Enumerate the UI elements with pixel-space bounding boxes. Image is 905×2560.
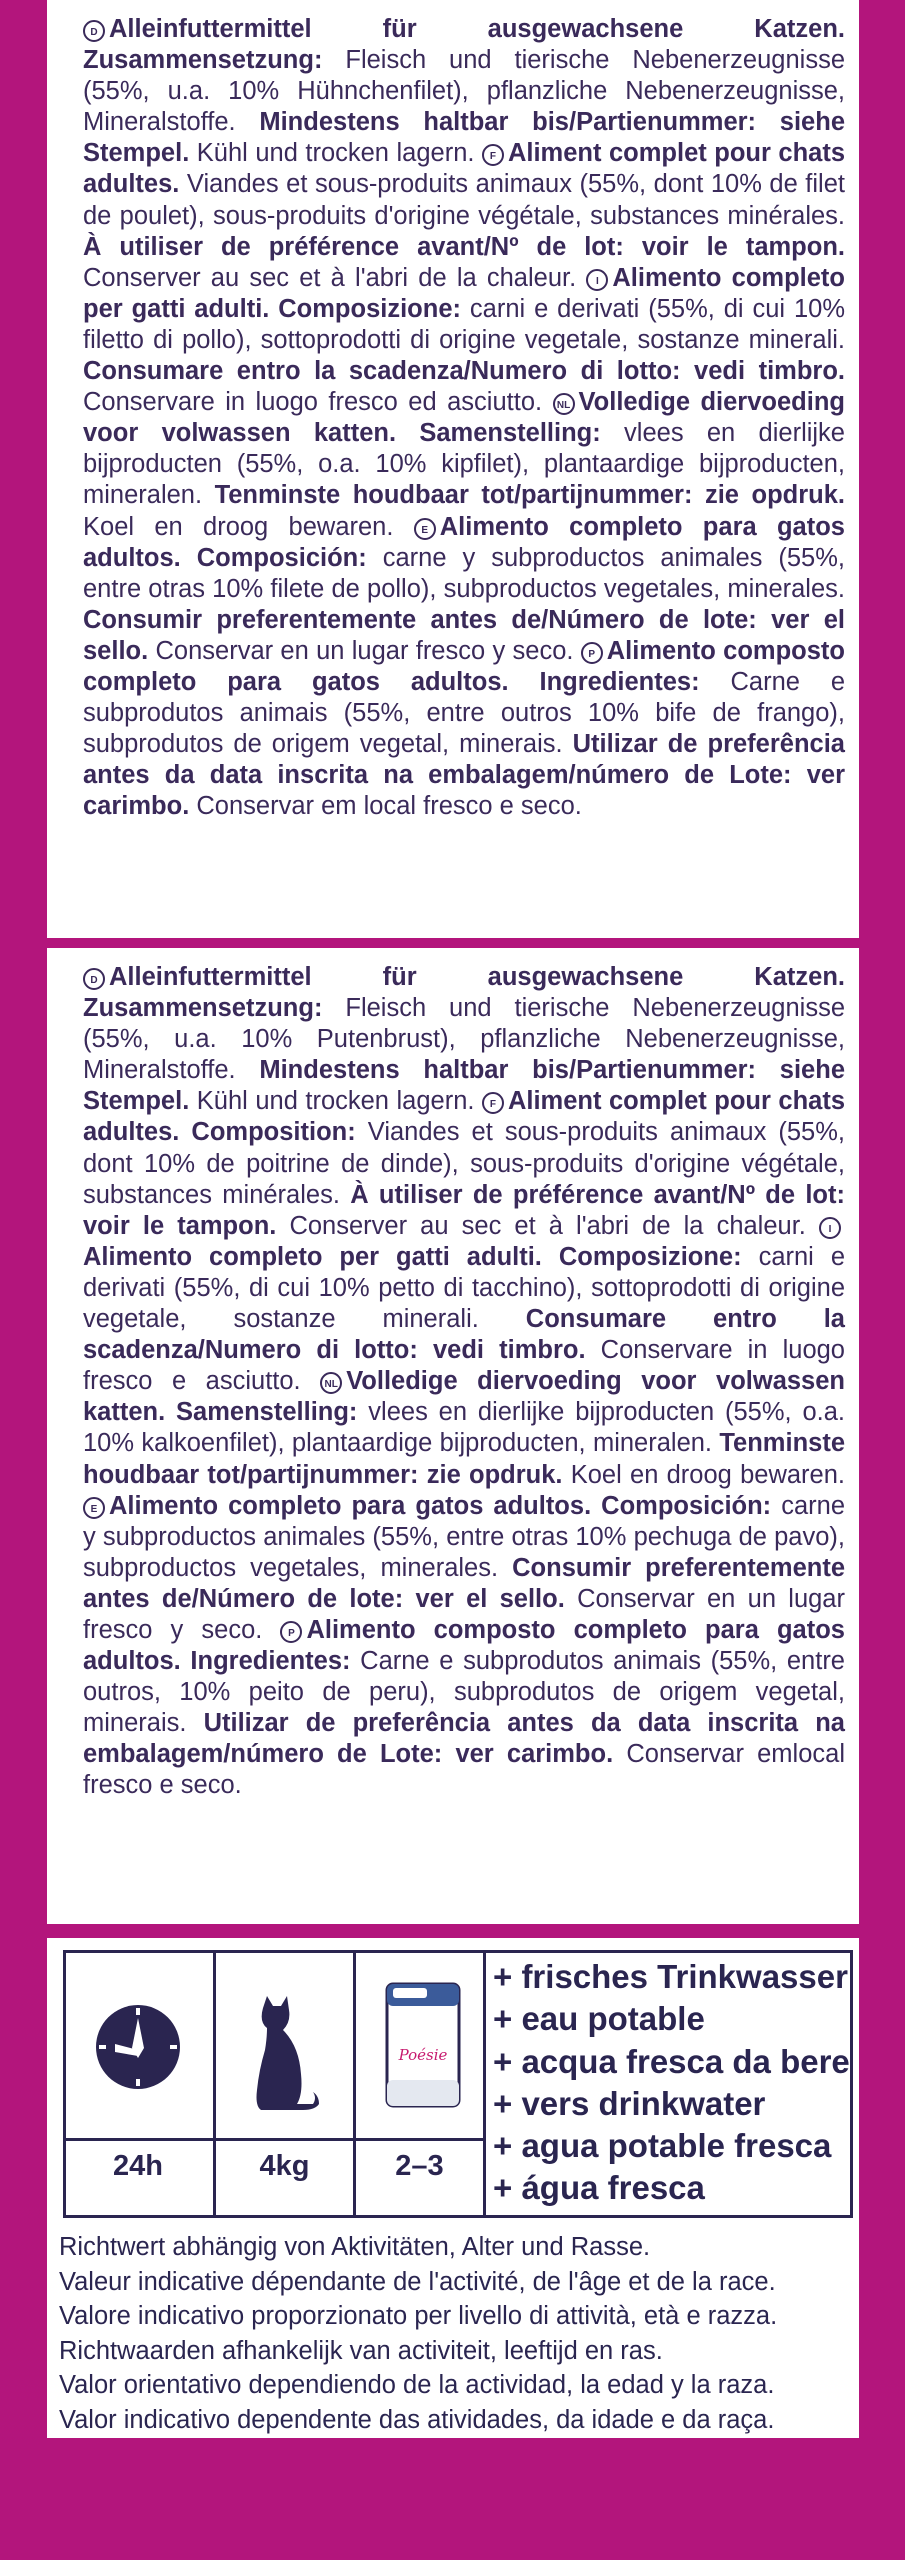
feeding-table — [63, 1950, 901, 2218]
best-before-note: Mindestens haltbar bis/Partienummer: siehe Stempel. — [83, 1056, 845, 1116]
composition-text: carni e derivati (55%, di cui 10% filetto di pollo), sottoprodotti di origine vegetale, sostanze minerali. — [83, 294, 846, 354]
storage-note: Conservar en un lugar fresco y seco. — [148, 636, 574, 665]
composition-text: Carne e subprodutos animais (55%, entre outros 10% bife de frango), subprodutos de origem vegetal, minerais. — [83, 667, 846, 759]
water-note: + frisches Trinkwasser — [493, 1958, 848, 1995]
composition-text: carni e derivati (55%, di cui 10% petto di tacchino), sottoprodotti di origine vegetale, sostanze minerali. — [83, 1242, 845, 1334]
composition-text: carne y subproductos animales (55%, entre otras 10% pechuga de pavo), subproductos vegetales, minerales. — [83, 1491, 845, 1582]
language-code-icon: F — [482, 1092, 504, 1114]
product-description: Alimento composto completo para gatos adultos. Ingredientes: — [83, 636, 845, 696]
best-before-note: À utiliser de préférence avant/Nº de lot: voir le tampon. — [83, 232, 845, 261]
guideline-note: Valore indicativo proporzionato per livello di attività, età e razza. — [59, 2302, 778, 2330]
storage-note: Conserver au sec et à l'abri de la chaleur. — [276, 1211, 806, 1240]
feeding-guide — [47, 1938, 859, 2438]
language-code-icon: I — [819, 1217, 841, 1239]
water-note: + vers drinkwater — [493, 2084, 766, 2122]
composition-text: Fleisch und tierische Nebenerzeugnisse (55%, u.a. 10% Putenbrust), pflanzliche Nebenerzeugnisse, Mineralstoffe. — [83, 994, 845, 1085]
composition-text: vlees en dierlijke bijproducten (55%, o.a. 10% kipfilet), plantaardige bijproducten, mineralen. — [83, 419, 845, 510]
best-before-note: Tenminste houdbaar tot/partijnummer: zie opdruk. — [202, 481, 845, 510]
language-code-icon: E — [414, 518, 436, 540]
storage-note: Koel en droog bewaren. — [83, 512, 394, 541]
composition-text: Viandes et sous-produits animaux (55%, dont 10% de poitrine de dinde), sous-produits d'origine végétale, substances minérales. — [83, 1118, 845, 1209]
language-code-icon: F — [482, 144, 504, 166]
language-code-icon: D — [83, 20, 105, 42]
storage-note: Koel en droog bewaren. — [562, 1460, 845, 1489]
water-note: + agua potable fresca — [493, 2127, 832, 2165]
composition-text: Carne e subprodutos animais (55%, entre outros, 10% peito de peru), subprodutos de origem vegetal, minerais. — [83, 1647, 845, 1738]
guideline-note: Richtwaarden afhankelijk van activiteit, leeftijd en ras. — [59, 2336, 663, 2365]
storage-note: Conservare in luogo fresco ed asciutto. — [83, 388, 543, 417]
guideline-note: Valor orientativo dependiendo de la actividad, la edad y la raza. — [59, 2371, 775, 2399]
storage-note: Kühl und trocken lagern. — [189, 139, 475, 168]
best-before-note: Mindestens haltbar bis/Partienummer: siehe Stempel. — [83, 108, 845, 168]
best-before-note: Consumir preferentemente antes de/Número de lote: ver el sello. — [83, 605, 845, 665]
language-code-icon: NL — [553, 393, 575, 415]
product-description: Alleinfuttermittel für ausgewachsene Katzen. Zusammensetzung: — [83, 963, 845, 1023]
best-before-note: Consumare entro la scadenza/Numero di lotto: vedi timbro. — [83, 357, 845, 386]
ingredients-text-chicken — [83, 14, 845, 822]
guideline-note: Valeur indicative dépendante de l'activité, de l'âge et de la race. — [59, 2267, 776, 2296]
product-description: Alimento completo para gatos adultos. Composición: — [109, 1491, 772, 1520]
best-before-note: À utiliser de préférence avant/Nº de lot: voir le tampon. — [83, 1180, 845, 1240]
storage-note: Conservare in luogo fresco e asciutto. — [83, 1336, 845, 1396]
language-code-icon: I — [586, 269, 608, 291]
guideline-note: Valor indicativo dependente das atividades, da idade e da raça. — [59, 2405, 775, 2434]
guideline-notes — [59, 2230, 849, 2437]
composition-text: Viandes et sous-produits animaux (55%, dont 10% de filet de poulet), sous-produits d'origine végétale, substances minérales. — [83, 170, 845, 230]
ingredients-panel-turkey — [47, 948, 859, 1924]
food-pouch-icon — [383, 1980, 463, 2110]
product-description: Alimento completo para gatos adultos. Composición: — [83, 512, 845, 572]
product-description: Alimento completo per gatti adulti. Composizione: — [83, 1242, 742, 1271]
pouch-brand-label: Poésie — [398, 2046, 448, 2064]
best-before-note: Utilizar de preferência antes da data inscrita na embalagem/número de Lote: ver carimbo. — [83, 1709, 845, 1769]
product-description: Volledige diervoeding voor volwassen katten. Samenstelling: — [83, 388, 845, 448]
table-divider — [483, 1950, 486, 2218]
language-code-icon: P — [280, 1621, 302, 1643]
product-description: Volledige diervoeding voor volwassen katten. Samenstelling: — [83, 1367, 845, 1427]
table-row-divider — [63, 2138, 483, 2141]
storage-note: Kühl und trocken lagern. — [189, 1087, 475, 1116]
cat-icon — [243, 1990, 323, 2110]
composition-text: vlees en dierlijke bijproducten (55%, o.a. 10% kalkoenfilet), plantaardige bijproducten, mineralen. — [83, 1398, 845, 1458]
ingredients-panel-chicken — [47, 0, 859, 938]
water-note: + eau potable — [493, 2000, 705, 2038]
storage-note: Conservar em local fresco e seco. — [189, 792, 582, 821]
composition-text: Fleisch und tierische Nebenerzeugnisse (55%, u.a. 10% Hühnchenfilet), pflanzliche Nebenerzeugnisse, Mineralstoffe. — [83, 46, 845, 137]
ingredients-text-turkey — [83, 962, 845, 1802]
product-description: Alleinfuttermittel für ausgewachsene Katzen. Zusammensetzung: — [83, 15, 845, 75]
feeding-time: 24h — [113, 2150, 163, 2182]
water-note: + água fresca — [493, 2169, 705, 2207]
guideline-note: Richtwert abhängig von Aktivitäten, Alter und Rasse. — [59, 2233, 651, 2261]
water-list — [493, 1956, 853, 2210]
best-before-note: Consumir preferentemente antes de/Número de lote: ver el sello. — [83, 1553, 846, 1613]
clock-icon — [93, 2002, 183, 2092]
best-before-note: Consumare entro la scadenza/Numero di lotto: vedi timbro. — [83, 1305, 845, 1365]
product-description: Aliment complet pour chats adultes. Composition: — [83, 1087, 846, 1147]
water-note: + acqua fresca da bere — [493, 2042, 850, 2080]
composition-text: carne y subproductos animales (55%, entre otras 10% filete de pollo), subproductos vegetales, minerales. — [83, 543, 845, 603]
best-before-note: Utilizar de preferência antes da data inscrita na embalagem/número de Lote: ver carimbo. — [83, 730, 845, 821]
storage-note: Conservar emlocal fresco e seco. — [83, 1740, 845, 1800]
storage-note: Conserver au sec et à l'abri de la chaleur. — [83, 263, 577, 292]
product-description: Alimento composto completo para gatos adultos. Ingredientes: — [83, 1615, 845, 1676]
language-code-icon: NL — [320, 1372, 342, 1394]
language-code-icon: D — [83, 968, 105, 990]
cat-weight: 4kg — [259, 2150, 310, 2182]
language-code-icon: P — [581, 642, 603, 664]
storage-note: Conservar en un lugar fresco y seco. — [83, 1584, 845, 1644]
language-code-icon: E — [83, 1497, 105, 1519]
product-description: Alimento completo per gatti adulti. Composizione: — [83, 263, 845, 323]
portion-count: 2–3 — [395, 2150, 444, 2182]
best-before-note: Tenminste houdbaar tot/partijnummer: zie opdruk. — [83, 1429, 845, 1489]
product-description: Aliment complet pour chats adultes. — [83, 139, 846, 199]
